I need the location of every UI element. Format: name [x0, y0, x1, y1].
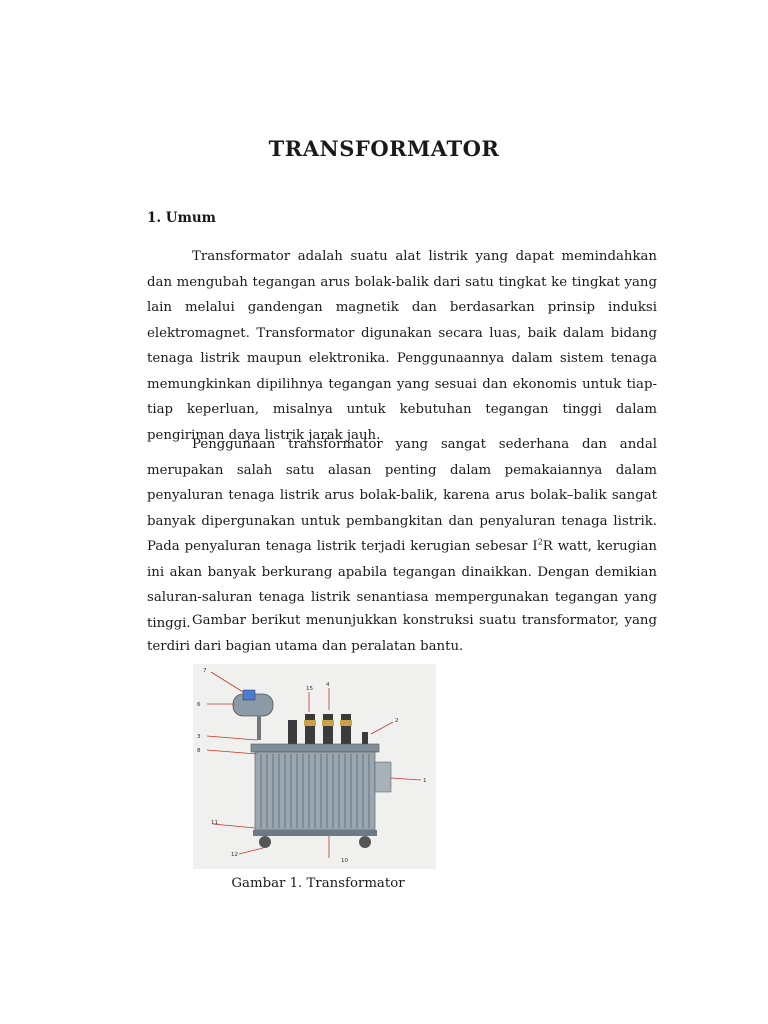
tank-cover [251, 744, 379, 752]
paragraph-2-part-a: Penggunaan transformator yang sangat sederhana dan andal merupakan salah satu alasan penting dalam pemakaiannya dalam penyaluran tenaga listrik arus bolak-balik, karena arus bolak–balik sangat banyak dipergunakan untuk pembangkitan dan penyaluran tenaga listrik. Pada penyaluran tenaga listrik terjadi kerugian sebesar I [147, 437, 657, 554]
figure-label-12: 12 [231, 852, 238, 858]
bushings [288, 714, 368, 746]
transformer-figure [193, 664, 436, 869]
figure-label-11: 11 [211, 820, 218, 826]
figure-label-3: 3 [197, 734, 201, 740]
figure-label-1: 1 [423, 778, 427, 784]
figure-caption: Gambar 1. Transformator [231, 876, 405, 891]
tank-base [253, 830, 377, 836]
figure-label-15: 15 [306, 686, 313, 692]
paragraph-2-part-b: R watt, kerugian ini akan banyak berkurang apabila tegangan dinaikkan. Dengan demikian saluran-saluran tenaga listrik senantiasa mempergunakan tegangan yang tinggi. [147, 539, 657, 631]
wheel-left [259, 836, 271, 848]
figure-label-7: 7 [203, 668, 207, 674]
paragraph-2 [147, 432, 657, 636]
paragraph-3: Gambar berikut menunjukkan konstruksi suatu transformator, yang terdiri dari bagian utama dan peralatan bantu. [147, 613, 657, 654]
figure-label-8: 8 [197, 748, 201, 754]
figure-label-6: 6 [197, 702, 201, 708]
document-title: TRANSFORMATOR [268, 136, 500, 161]
superscript-2: 2 [537, 537, 543, 547]
breather [243, 690, 255, 700]
wheel-right [359, 836, 371, 848]
figure-label-10: 10 [341, 858, 348, 864]
figure-label-9: 9 [305, 716, 309, 722]
rating-plate [375, 762, 391, 792]
paragraph-1: Transformator adalah suatu alat listrik yang dapat memindahkan dan mengubah tegangan arus bolak-balik dari satu tingkat ke tingkat yang lain melalui gandengan magnetik dan berdasarkan prinsip induksi elektromagnet. Transformator digunakan secara luas, baik dalam bidang tenaga listrik maupun elektronika. Penggunaannya dalam sistem tenaga memungkinkan dipilihnya tegangan yang sesuai dan ekonomis untuk tiap-tiap keperluan, misalnya untuk kebutuhan tegangan tinggi dalam pengiriman daya listrik jarak jauh. [147, 249, 657, 443]
conservator-pipe [257, 716, 261, 740]
figure-label-2: 2 [395, 718, 399, 724]
transformer-illustration [193, 664, 436, 869]
figure-label-4: 4 [326, 682, 330, 688]
section-heading: 1. Umum [147, 210, 216, 226]
